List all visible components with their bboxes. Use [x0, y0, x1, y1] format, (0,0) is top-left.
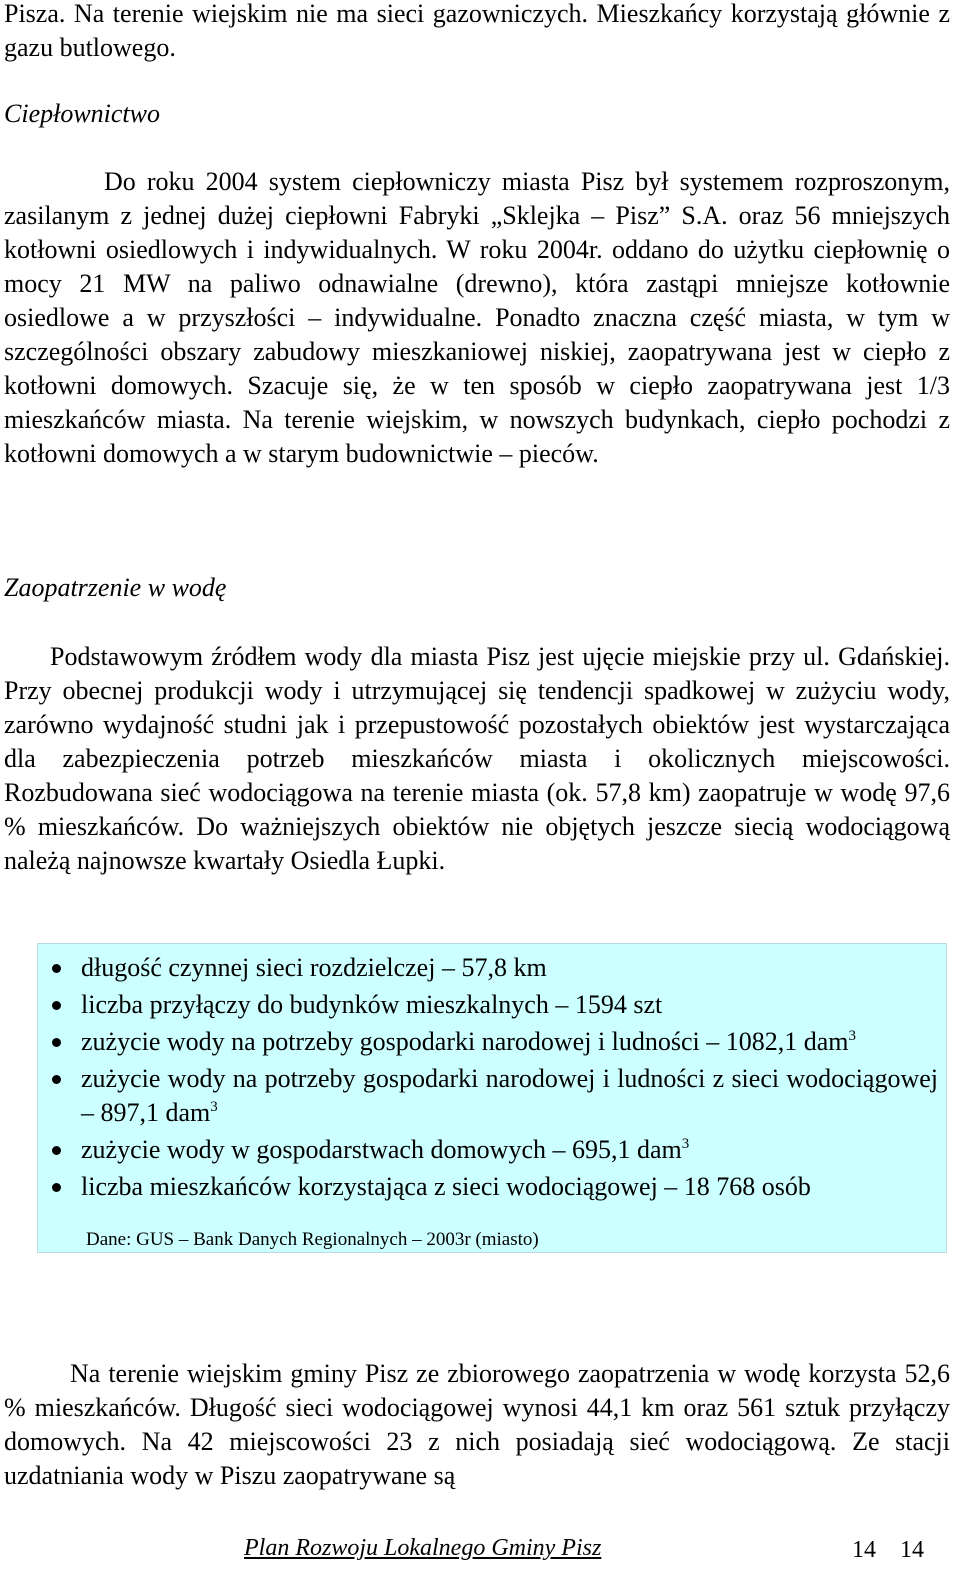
bullet-icon [52, 1146, 61, 1155]
superscript: 3 [848, 1028, 857, 1044]
data-source-note: Dane: GUS – Bank Danych Regionalnych – 2003r (miasto) [86, 1229, 539, 1250]
water-stats-box [37, 943, 947, 1253]
bullet-icon [52, 1183, 61, 1192]
list-item: liczba przyłączy do budynków mieszkalnych – 1594 szt [38, 988, 938, 1022]
list-item: zużycie wody w gospodarstwach domowych – 695,1 dam$^3$ [38, 1133, 938, 1167]
list-item: zużycie wody na potrzeby gospodarki narodowej i ludności z sieci wodociągowej – 897,1 dam$^3$ [38, 1062, 938, 1130]
superscript: 3 [210, 1099, 218, 1115]
paragraph-gas: Pisza. Na terenie wiejskim nie ma sieci gazowniczych. Mieszkańcy korzystają głównie z gazu butlowego. [4, 0, 950, 62]
bullet-icon [52, 964, 61, 973]
bullet-icon [52, 1038, 61, 1047]
bullet-icon [52, 1075, 61, 1084]
paragraph-water-supply: Podstawowym źródłem wody dla miasta Pisz jest ujęcie miejskie przy ul. Gdańskiej. Przy obecnej produkcji wody i utrzymującej się tendencji spadkowej w zużyciu wody, zarówno wydajność studni jak i przepustowość pozostałych obiektów jest wystarczająca dla zabezpieczenia potrzeb mieszkańców miasta i okolicznych miejscowości. Rozbudowana sieć wodociągowa na terenie miasta (ok. 57,8 km) zaopatruje w wodę 97,6 % mieszkańców. Do ważniejszych obiektów nie objętych jeszcze siecią wodociągową należą najnowsze kwartały Osiedla Łupki. [4, 642, 950, 875]
footer-title: Plan Rozwoju Lokalnego Gminy Pisz [244, 1535, 602, 1561]
list-item: zużycie wody na potrzeby gospodarki narodowej i ludności – 1082,1 dam$^3$ [38, 1025, 938, 1059]
paragraph-rural-water: Na terenie wiejskim gminy Pisz ze zbiorowego zaopatrzenia w wodę korzysta 52,6 % mieszkańców. Długość sieci wodociągowej wynosi 44,1 km oraz 561 sztuk przyłączy domowych. Na 42 miejscowości 23 z nich posiadają sieć wodociągową. Ze stacji uzdatniania wody w Piszu zaopatrywane są [4, 1359, 950, 1490]
paragraph-heating: Do roku 2004 system ciepłowniczy miasta Pisz był systemem rozproszonym, zasilanym z jednej dużej ciepłowni Fabryki „Sklejka – Pisz” S.A. oraz 56 mniejszych kotłowni osiedlowych i indywidualnych. W roku 2004r. oddano do użytku ciepłownię o mocy 21 MW na paliwo odnawialne (drewno), która zastąpi mniejsze kotłownie osiedlowe a w przyszłości – indywidualne. Ponadto znaczna część miasta, w tym w szczególności obszary zabudowy mieszkaniowej niskiej, zaopatrywana jest w ciepło z kotłowni domowych. Szacuje się, że w ten sposób w ciepło zaopatrywana jest 1/3 mieszkańców miasta. Na terenie wiejskim, w nowszych budynkach, ciepło pochodzi z kotłowni domowych a w starym budownictwie – pieców. [4, 167, 950, 468]
page-number-duplicate: 14 [900, 1537, 924, 1563]
bullet-icon [52, 1001, 61, 1010]
list-item: długość czynnej sieci rozdzielczej – 57,8 km [38, 951, 938, 985]
water-stats-list [38, 951, 938, 1207]
page-number: 14 [852, 1537, 876, 1563]
superscript: 3 [681, 1136, 690, 1152]
list-item: liczba mieszkańców korzystająca z sieci wodociągowej – 18 768 osób [38, 1170, 938, 1204]
heading-water-supply: Zaopatrzenie w wodę [4, 573, 227, 602]
heading-heating: Ciepłownictwo [4, 99, 160, 128]
page-footer [0, 1535, 960, 1567]
